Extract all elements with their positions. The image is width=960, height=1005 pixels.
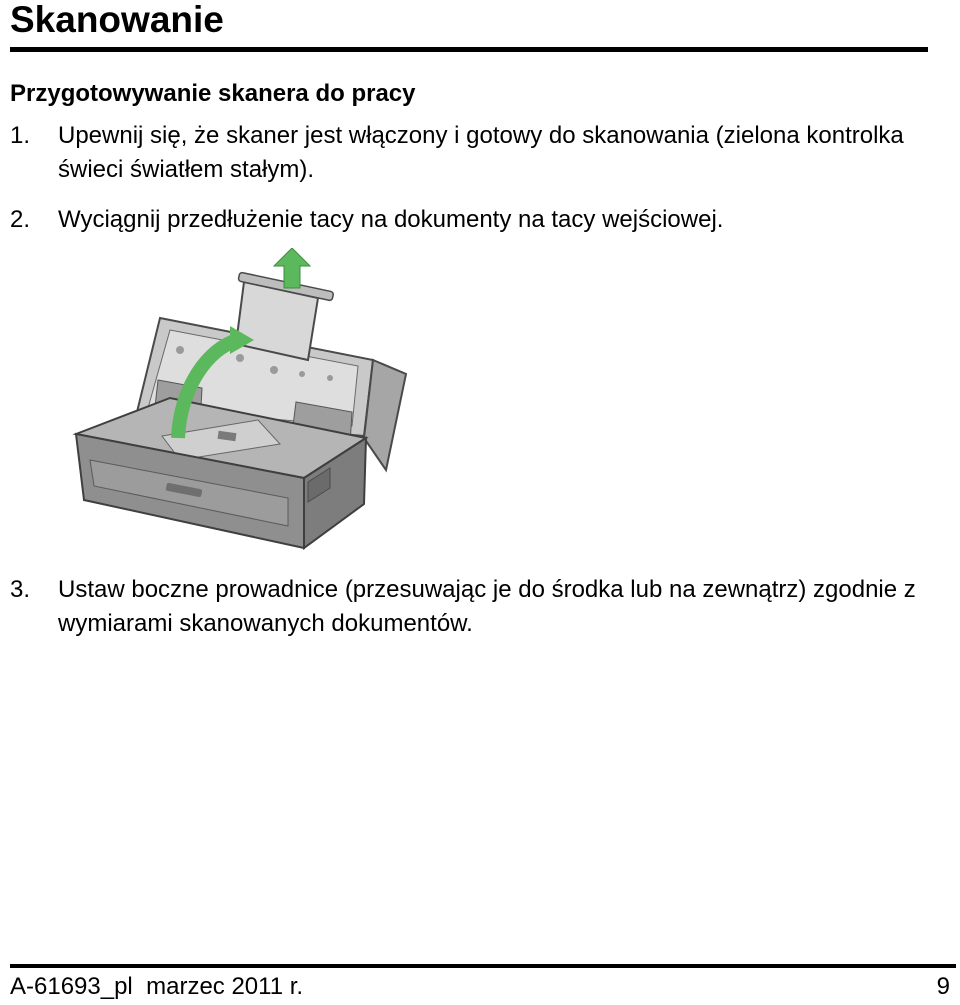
document-id: A-61693_pl: [10, 973, 133, 1000]
step-2: [10, 203, 950, 237]
page-number: 9: [936, 973, 950, 1000]
step-text: Wyciągnij przedłużenie tacy na dokumenty na tacy wejściowej.: [58, 206, 724, 233]
step-3: [10, 573, 950, 641]
page-title: Skanowanie: [10, 0, 224, 40]
step-1: [10, 119, 950, 187]
step-number: 3.: [10, 576, 31, 603]
title-divider: [10, 47, 928, 52]
footer-info: [10, 970, 303, 1004]
scanner-illustration: [68, 248, 410, 552]
step-number: 1.: [10, 122, 31, 149]
section-heading: Przygotowywanie skanera do pracy: [10, 80, 416, 107]
document-date: marzec 2011 r.: [146, 973, 304, 1000]
step-number: 2.: [10, 206, 31, 233]
footer-divider: [10, 964, 956, 968]
step-text: Upewnij się, że skaner jest włączony i gotowy do skanowania (zielona kontrolka świeci światłem stałym).: [58, 122, 904, 183]
step-text: Ustaw boczne prowadnice (przesuwając je do środka lub na zewnątrz) zgodnie z wymiarami skanowanych dokumentów.: [58, 576, 916, 637]
